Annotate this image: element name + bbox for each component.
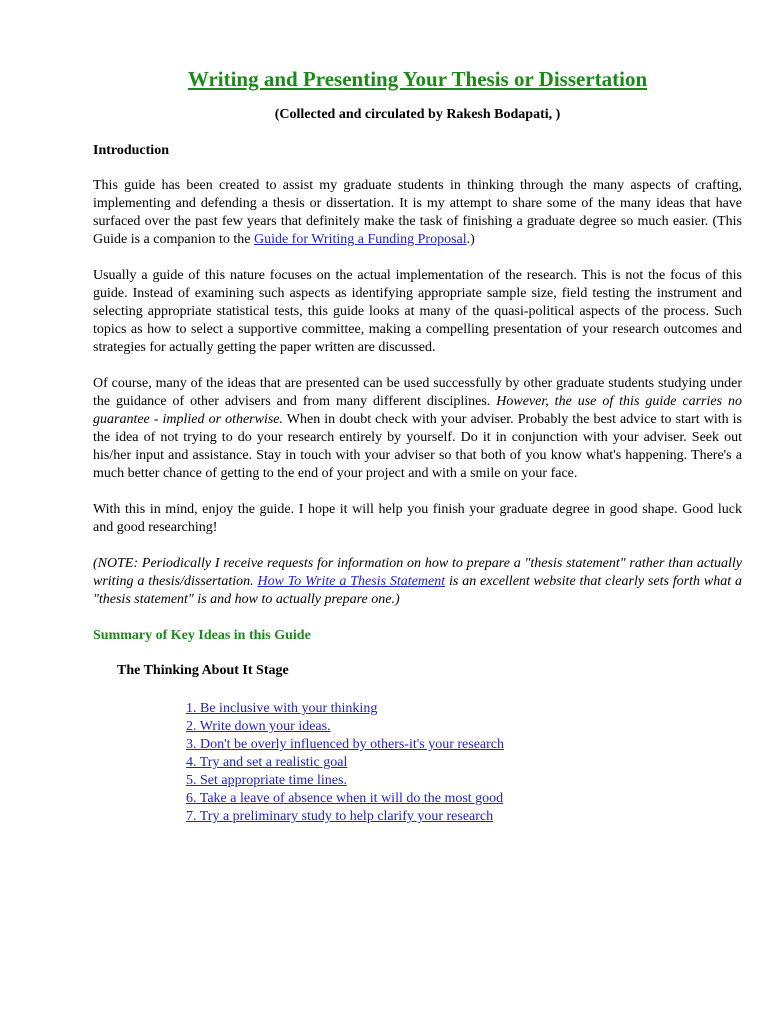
toc-item: [186, 718, 742, 736]
introduction-heading: Introduction: [93, 143, 169, 158]
toc-item: [186, 790, 742, 808]
paragraph-2: Usually a guide of this nature focuses on the actual implementation of the research. This is not the focus of this guide. Instead of examining such aspects as identifying appropriate sample size, field testing the instrument and selecting appropriate statistical tests, this guide looks at many of the quasi-political aspects of the process. Such topics as how to select a supportive committee, making a compelling presentation of your research outcomes and strategies for actually getting the paper written are discussed.: [93, 268, 742, 355]
toc-item: [186, 754, 742, 772]
summary-heading: Summary of Key Ideas in this Guide: [93, 628, 311, 643]
toc-item: [186, 772, 742, 790]
page-title: Writing and Presenting Your Thesis or Dissertation: [187, 67, 648, 91]
note-paragraph: (NOTE: Periodically I receive requests for information on how to prepare a "thesis statement" rather than actually writing a thesis/dissertation. How To Write a Thesis Statement is an excellent website that clearly sets forth what a "thesis statement" is and how to actually prepare one.): [93, 556, 742, 607]
subtitle: (Collected and circulated by Rakesh Bodapati, ): [274, 107, 561, 122]
document-page: [93, 66, 742, 826]
paragraph-1: This guide has been created to assist my graduate students in thinking through the many aspects of crafting, implementing and defending a thesis or dissertation. It is my attempt to share some of the many ideas that have surfaced over the past few years that definitely make the task of finishing a graduate degree so much easier. (This Guide is a companion to the Guide for Writing a Funding Proposal.): [93, 178, 742, 247]
toc-item: [186, 808, 742, 826]
thesis-statement-link[interactable]: How To Write a Thesis Statement: [257, 574, 446, 589]
disclaimer-text: However, the use of this guide carries no guarantee - implied or otherwise.: [93, 394, 742, 427]
toc-link-3[interactable]: 3. Don't be overly influenced by others-it's your research: [186, 737, 505, 752]
toc-link-7[interactable]: 7. Try a preliminary study to help clarify your research: [186, 809, 494, 824]
toc-link-6[interactable]: 6. Take a leave of absence when it will do the most good: [186, 791, 504, 806]
toc-link-4[interactable]: 4. Try and set a realistic goal: [186, 755, 348, 770]
toc-link-5[interactable]: 5. Set appropriate time lines.: [186, 773, 347, 788]
toc-list: [93, 700, 742, 826]
toc-item: [186, 736, 742, 754]
paragraph-4: With this in mind, enjoy the guide. I hope it will help you finish your graduate degree in good shape. Good luck and good researching!: [93, 502, 742, 535]
paragraph-3: Of course, many of the ideas that are presented can be used successfully by other graduate students studying under the guidance of other advisers and from many different disciplines. However, the use of this guide carries no guarantee - implied or otherwise. When in doubt check with your adviser. Probably the best advice to start with is the idea of not trying to do your research entirely by yourself. Do it in conjunction with your adviser. Seek out his/her input and assistance. Stay in touch with your adviser so that both of you know what's happening. There's a much better chance of getting to the end of your project and with a smile on your face.: [93, 376, 743, 481]
toc-link-1[interactable]: 1. Be inclusive with your thinking: [186, 701, 378, 716]
funding-proposal-link[interactable]: Guide for Writing a Funding Proposal: [253, 232, 467, 247]
toc-link-2[interactable]: 2. Write down your ideas.: [186, 719, 331, 734]
toc-item: [186, 700, 742, 718]
stage-heading: The Thinking About It Stage: [117, 663, 289, 678]
